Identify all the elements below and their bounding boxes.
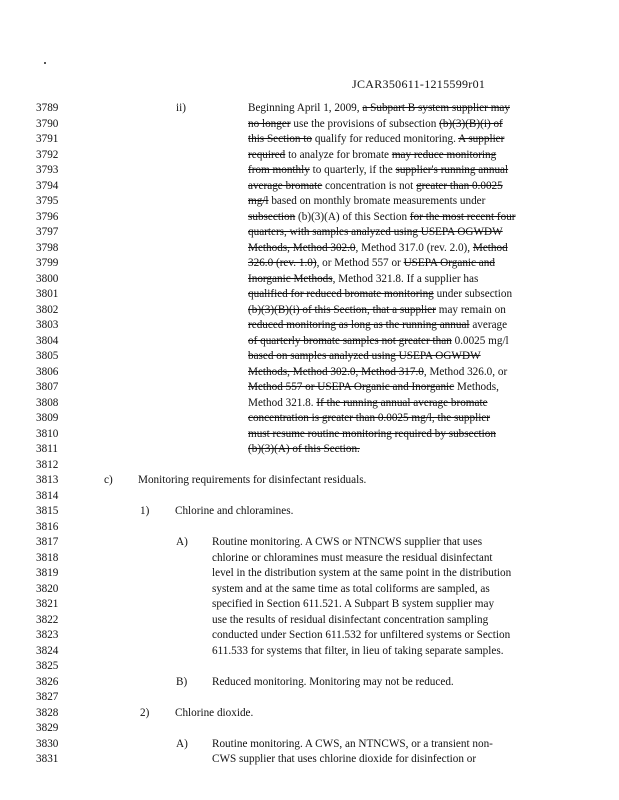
line-text bbox=[248, 365, 507, 379]
deleted-text: required bbox=[248, 148, 286, 161]
line-text bbox=[248, 225, 503, 239]
retained-text: Routine monitoring. A CWS or NTNCWS supplier that uses bbox=[212, 536, 483, 548]
retained-text: Chlorine dioxide. bbox=[175, 706, 254, 719]
retained-text: Routine monitoring. A CWS, an NTNCWS, or a transient non- bbox=[212, 737, 493, 750]
line-number: 3831 bbox=[36, 753, 59, 765]
deleted-text: mg/l bbox=[248, 195, 269, 207]
line-text bbox=[212, 535, 482, 549]
line-number: 3793 bbox=[36, 164, 59, 176]
deleted-text: of quarterly bromate samples not greater than bbox=[248, 334, 452, 347]
line-text bbox=[248, 241, 508, 255]
retained-text: 0.0025 mg/l bbox=[451, 334, 509, 347]
deleted-text: Methods, Method 302.0, Method 317.0 bbox=[248, 365, 424, 378]
retained-text: use the provisions of subsection bbox=[290, 117, 440, 130]
scan-speck bbox=[44, 62, 46, 64]
line-number: 3805 bbox=[36, 350, 59, 362]
line-text bbox=[248, 132, 504, 146]
line-number: 3807 bbox=[36, 381, 59, 393]
line-text bbox=[248, 163, 508, 177]
line-number: 3790 bbox=[36, 117, 59, 130]
line-text bbox=[248, 303, 506, 317]
line-number: 3792 bbox=[36, 148, 59, 161]
line-number: 3804 bbox=[36, 334, 59, 347]
retained-text: Monitoring requirements for disinfectant residuals. bbox=[138, 474, 367, 486]
line-number: 3820 bbox=[36, 582, 59, 595]
line-number: 3800 bbox=[36, 272, 59, 285]
line-number: 3795 bbox=[36, 195, 59, 207]
retained-text: Beginning April 1, 2009, bbox=[248, 102, 363, 114]
deleted-text: (b)(3)(B)(i) of bbox=[439, 117, 503, 130]
line-text bbox=[248, 427, 496, 441]
line-text bbox=[212, 551, 493, 565]
line-text bbox=[248, 210, 516, 224]
retained-text: conducted under Section 611.532 for unfiltered systems or Section bbox=[212, 629, 511, 641]
line-number: 3826 bbox=[36, 675, 59, 688]
line-text bbox=[248, 411, 490, 425]
deleted-text: greater than 0.0025 bbox=[416, 179, 503, 192]
retained-text: Methods, bbox=[454, 381, 499, 393]
line-text bbox=[212, 582, 490, 596]
deleted-text: based on samples analyzed using USEPA OGWDW bbox=[248, 350, 481, 362]
line-number: 3796 bbox=[36, 210, 59, 223]
line-number: 3812 bbox=[36, 458, 59, 471]
line-number: 3822 bbox=[36, 613, 59, 626]
line-number: 3791 bbox=[36, 133, 59, 145]
retained-text: based on monthly bromate measurements under bbox=[268, 195, 486, 207]
retained-text: under subsection bbox=[433, 288, 513, 300]
list-marker: A) bbox=[176, 536, 188, 548]
retained-text: system and at the same time as total coliforms are sampled, as bbox=[212, 582, 490, 595]
line-number: 3830 bbox=[36, 737, 59, 750]
line-number: 3803 bbox=[36, 319, 59, 331]
line-number: 3825 bbox=[36, 660, 59, 672]
line-text bbox=[248, 148, 496, 162]
list-marker: ii) bbox=[176, 102, 186, 114]
line-text bbox=[248, 334, 509, 348]
line-number: 3789 bbox=[36, 102, 59, 114]
retained-text: , Method 326.0, or bbox=[423, 365, 508, 378]
line-text bbox=[212, 752, 476, 766]
deleted-text: Methods, Method 302.0 bbox=[248, 241, 356, 254]
line-number: 3821 bbox=[36, 598, 59, 610]
list-marker: B) bbox=[176, 675, 188, 688]
retained-text: , Method 321.8. If a supplier has bbox=[332, 272, 479, 285]
deleted-text: Method bbox=[472, 241, 508, 254]
line-text bbox=[248, 101, 510, 115]
list-marker: c) bbox=[104, 474, 113, 486]
retained-text: to quarterly, if the bbox=[309, 164, 396, 176]
retained-text: CWS supplier that uses chlorine dioxide for disinfection or bbox=[212, 753, 477, 765]
deleted-text: this Section to bbox=[248, 133, 313, 145]
line-number: 3815 bbox=[36, 505, 59, 517]
line-text bbox=[248, 349, 481, 363]
retained-text: Reduced monitoring. Monitoring may not be reduced. bbox=[212, 675, 454, 688]
deleted-text: A supplier bbox=[458, 133, 505, 145]
deleted-text: subsection bbox=[248, 210, 296, 223]
line-number: 3810 bbox=[36, 427, 59, 440]
deleted-text: 326.0 (rev. 1.0) bbox=[248, 257, 317, 269]
retained-text: (b)(3)(A) of this Section bbox=[295, 210, 410, 223]
document-id-header: JCAR350611-1215599r01 bbox=[352, 77, 486, 91]
line-text bbox=[175, 706, 253, 720]
line-text bbox=[212, 597, 494, 611]
line-number: 3823 bbox=[36, 629, 59, 641]
line-text bbox=[175, 504, 293, 518]
deleted-text: average bromate bbox=[248, 179, 323, 192]
retained-text: Method 321.8. bbox=[248, 396, 317, 409]
line-number: 3814 bbox=[36, 489, 59, 502]
line-text bbox=[248, 117, 503, 131]
deleted-text: Inorganic Methods bbox=[248, 272, 333, 285]
line-text bbox=[248, 256, 495, 270]
line-text bbox=[248, 287, 512, 301]
line-text bbox=[212, 675, 454, 689]
line-text bbox=[248, 396, 488, 410]
line-text bbox=[212, 566, 511, 580]
retained-text: chlorine or chloramines must measure the residual disinfectant bbox=[212, 551, 493, 564]
line-number: 3819 bbox=[36, 567, 59, 579]
deleted-text: may reduce monitoring bbox=[391, 148, 497, 161]
line-number: 3808 bbox=[36, 396, 59, 409]
deleted-text: from monthly bbox=[248, 164, 310, 176]
retained-text: , or Method 557 or bbox=[316, 257, 404, 269]
retained-text: average bbox=[469, 319, 508, 331]
line-number: 3802 bbox=[36, 303, 59, 316]
deleted-text: reduced monitoring as long as the running annual bbox=[248, 319, 470, 331]
deleted-text: USEPA Organic and bbox=[403, 257, 495, 269]
retained-text: , Method 317.0 (rev. 2.0), bbox=[355, 241, 473, 254]
retained-text: qualify for reduced monitoring. bbox=[312, 133, 459, 145]
retained-text: specified in Section 611.521. A Subpart B system supplier may bbox=[212, 598, 495, 610]
retained-text: concentration is not bbox=[322, 179, 417, 192]
list-marker: 1) bbox=[140, 505, 150, 517]
line-text bbox=[248, 194, 485, 208]
line-text bbox=[138, 473, 366, 487]
deleted-text: qualified for reduced bromate monitoring bbox=[248, 288, 434, 300]
list-marker: 2) bbox=[140, 706, 150, 719]
line-number: 3806 bbox=[36, 365, 59, 378]
retained-text: level in the distribution system at the same point in the distribution bbox=[212, 567, 512, 579]
line-text bbox=[248, 318, 507, 332]
deleted-text: for the most recent four bbox=[409, 210, 516, 223]
retained-text: use the results of residual disinfectant concentration sampling bbox=[212, 613, 489, 626]
line-number: 3811 bbox=[36, 443, 58, 455]
deleted-text: (b)(3)(B)(i) of this Section, that a supplier bbox=[248, 303, 436, 316]
list-marker: A) bbox=[176, 737, 188, 750]
line-number: 3809 bbox=[36, 412, 59, 424]
retained-text: may remain on bbox=[435, 303, 506, 316]
deleted-text: If the running annual average bromate bbox=[316, 396, 488, 409]
line-text bbox=[248, 179, 503, 193]
line-number: 3829 bbox=[36, 722, 59, 734]
line-text bbox=[212, 613, 488, 627]
line-number: 3817 bbox=[36, 536, 59, 548]
deleted-text: (b)(3)(A) of this Section. bbox=[248, 443, 360, 455]
line-number: 3816 bbox=[36, 520, 59, 533]
line-text bbox=[212, 737, 493, 751]
deleted-text: a Subpart B system supplier may bbox=[362, 102, 510, 114]
retained-text: to analyze for bromate bbox=[285, 148, 392, 161]
deleted-text: concentration is greater than 0.0025 mg/l, the supplier bbox=[248, 412, 491, 424]
deleted-text: Method 557 or USEPA Organic and Inorganic bbox=[248, 381, 455, 393]
line-text bbox=[212, 644, 504, 658]
retained-text: Chlorine and chloramines. bbox=[175, 505, 294, 517]
deleted-text: quarters, with samples analyzed using USEPA OGWDW bbox=[248, 226, 503, 238]
line-text bbox=[212, 628, 510, 642]
line-text bbox=[248, 442, 360, 456]
line-number: 3818 bbox=[36, 551, 59, 564]
line-number: 3824 bbox=[36, 644, 59, 657]
line-number: 3797 bbox=[36, 226, 59, 238]
line-number: 3827 bbox=[36, 691, 59, 703]
line-number: 3799 bbox=[36, 257, 59, 269]
deleted-text: must resume routine monitoring required by subsection bbox=[248, 427, 496, 440]
line-number: 3801 bbox=[36, 288, 59, 300]
line-text bbox=[248, 272, 478, 286]
line-text bbox=[248, 380, 499, 394]
line-number: 3794 bbox=[36, 179, 59, 192]
line-number: 3798 bbox=[36, 241, 59, 254]
line-number: 3813 bbox=[36, 474, 59, 486]
line-number: 3828 bbox=[36, 706, 59, 719]
deleted-text: supplier's running annual bbox=[395, 164, 509, 176]
retained-text: 611.533 for systems that filter, in lieu of taking separate samples. bbox=[212, 644, 504, 657]
deleted-text: no longer bbox=[248, 117, 291, 130]
